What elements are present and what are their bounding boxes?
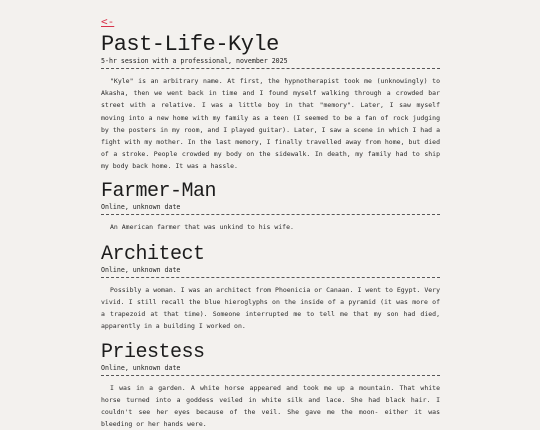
- entry-body: "Kyle" is an arbitrary name. At first, the hypnotherapist took me (unknowingly) to Akasha, then we went back in time and I found myself walking through a crowded bar street with a relative. I was a little boy in that "memory". Later, I saw myself moving into a new home with my family as a teen (I seemed to be a fan of rock judging by the posters in my room, and I played guitar). Later, I saw a scene in which I had a fight with my mother. In the last memory, I finally travelled away from home, but died of a stroke. People crowded my body on the sidewalk. In death, my family had to ship my body back home. It was a hassle.: [101, 77, 440, 171]
- entry-title: Past-Life-Kyle: [101, 32, 279, 57]
- entry-meta: Online, unknown date: [101, 203, 440, 215]
- entry-title: Architect: [101, 242, 205, 266]
- entry-title: Farmer-Man: [101, 179, 217, 203]
- entry-farmer-man: [101, 181, 440, 233]
- entry-body: I was in a garden. A white horse appeared and took me up a mountain. That white horse turned into a goddess veiled in white silk and lace. She had black hair. I couldn't see her eyes because of the veil. She gave me the moon- either it was bleeding or her hands were.: [101, 383, 440, 429]
- entry-meta: Online, unknown date: [101, 266, 440, 278]
- entry-priestess: [101, 342, 440, 430]
- entry-title: Priestess: [101, 340, 205, 364]
- entry-body: Possibly a woman. I was an architect from Phoenicia or Canaan. I went to Egypt. Very vivid. I still recall the blue hieroglyphs on the inside of a pyramid (it was more of a trapezoid at that time). Someone interrupted me to tell me that my son had died, apparently in a building I worked on.: [101, 285, 440, 331]
- entry-architect: [101, 244, 440, 333]
- entry-past-life-kyle: [101, 33, 440, 173]
- entry-meta: Online, unknown date: [101, 364, 440, 376]
- entry-meta: 5-hr session with a professional, november 2025: [101, 57, 440, 69]
- back-link[interactable]: <-: [101, 15, 115, 28]
- page: [101, 0, 440, 430]
- entry-body: An American farmer that was unkind to his wife.: [110, 222, 294, 231]
